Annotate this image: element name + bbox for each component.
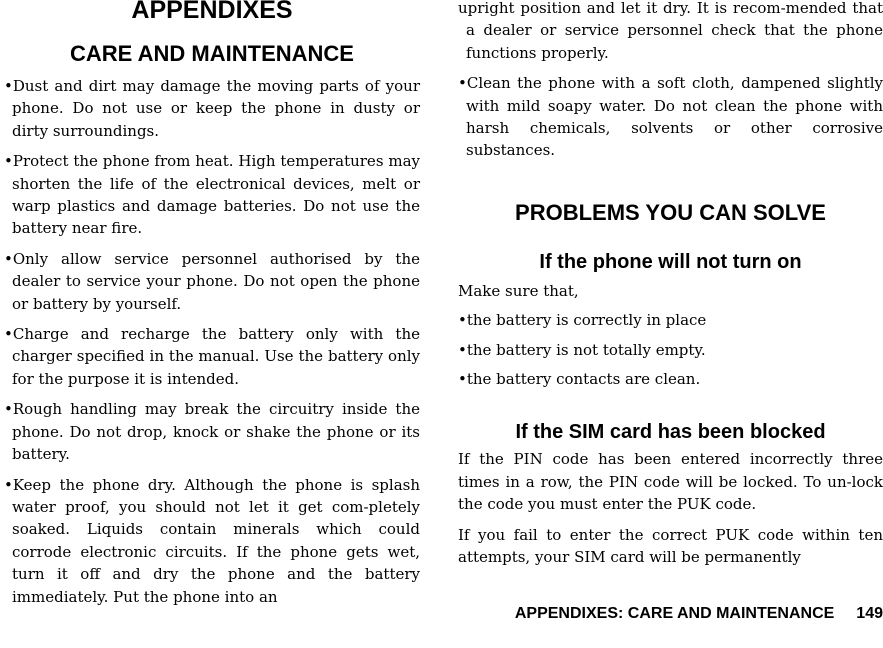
running-head: APPENDIXES: CARE AND MAINTENANCE <box>514 605 835 622</box>
bullet-heat: •Protect the phone from heat. High temperatures may shorten the life of the electronical devices, melt or warp plastics and damage batteries. Do not use the battery near fire. <box>4 152 420 238</box>
turn-on-item: •the battery is not totally empty. <box>458 340 706 359</box>
bullet-charge: •Charge and recharge the battery only with the charger specified in the manual. Use the battery only for the purpose it is intended. <box>4 325 420 388</box>
turn-on-intro: Make sure that, <box>458 281 579 300</box>
sim-paragraph: If the PIN code has been entered incorrectly three times in a row, the PIN code will be locked. To un-lock the code you must enter the PUK code. <box>458 450 883 514</box>
page-footer <box>458 604 883 624</box>
bullet-service: •Only allow service personnel authorised by the dealer to service your phone. Do not open the phone or battery by yourself. <box>4 249 420 313</box>
bullet-handling: •Rough handling may break the circuitry inside the phone. Do not drop, knock or shake the phone or its battery. <box>4 400 420 464</box>
sim-paragraph: If you fail to enter the correct PUK code within ten attempts, your SIM card will be permanently <box>458 525 883 567</box>
bullet-dry-continued: upright position and let it dry. It is recom-mended that a dealer or service personnel check that the phone functions properly. <box>458 0 883 62</box>
right-column <box>458 0 883 577</box>
section-title-care: CARE AND MAINTENANCE <box>70 41 354 66</box>
left-column <box>4 0 420 616</box>
subsection-title-sim-blocked: If the SIM card has been blocked <box>515 421 826 444</box>
bullet-dry: •Keep the phone dry. Although the phone is splash water proof, you should not let it get com-pletely soaked. Liquids contain minerals which could corrode electronic circuits. If the phone gets wet, turn it off and dry the phone and the battery immediately. Put the phone into an <box>4 475 420 606</box>
bullet-clean: •Clean the phone with a soft cloth, dampened slightly with mild soapy water. Do not clean the phone with harsh chemicals, solvents or other corrosive substances. <box>458 74 883 160</box>
page-number: 149 <box>856 605 883 622</box>
turn-on-item: •the battery contacts are clean. <box>458 370 701 389</box>
page-title: APPENDIXES <box>131 0 293 24</box>
turn-on-item: •the battery is correctly in place <box>458 311 707 330</box>
bullet-dust: •Dust and dirt may damage the moving parts of your phone. Do not use or keep the phone in dusty or dirty surroundings. <box>4 77 420 140</box>
subsection-title-turn-on: If the phone will not turn on <box>539 250 802 273</box>
section-title-problems: PROBLEMS YOU CAN SOLVE <box>515 199 826 225</box>
